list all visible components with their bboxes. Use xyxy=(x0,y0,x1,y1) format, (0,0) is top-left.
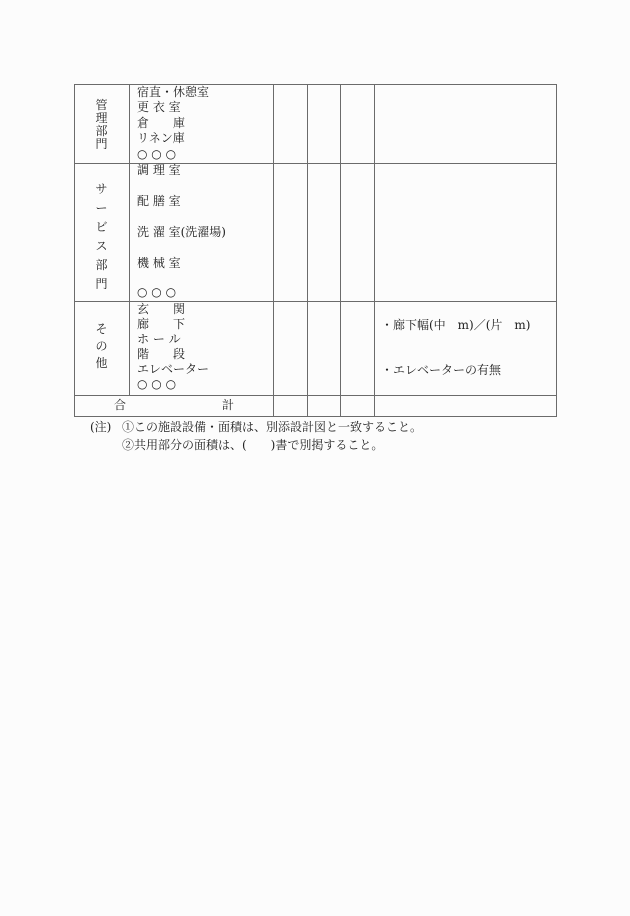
table-border-bottom xyxy=(74,416,557,417)
column-divider xyxy=(307,84,308,417)
room-name: リネン庫 xyxy=(137,131,185,145)
room-name: 宿直・休憩室 xyxy=(137,85,210,99)
category-label-management: 管 理 部 門 xyxy=(95,98,108,151)
room-name: 廊 下 xyxy=(137,317,186,331)
column-divider xyxy=(129,84,130,395)
room-name: ホ ー ル xyxy=(137,332,181,346)
remark-elevator: ・エレベーターの有無 xyxy=(381,363,502,377)
room-name: 機 械 室 xyxy=(137,256,181,270)
room-name-placeholder: ○ ○ ○ xyxy=(137,147,177,161)
room-name: 配 膳 室 xyxy=(137,194,181,208)
category-label-service: サ ー ビ ス 部 門 xyxy=(95,182,108,291)
total-label-right: 計 xyxy=(222,398,235,412)
column-divider xyxy=(273,84,274,417)
note-item: ①この施設設備・面積は、別添設計図と一致すること。 xyxy=(122,420,423,434)
room-name: 調 理 室 xyxy=(137,163,181,177)
note-item: ②共用部分の面積は、( )書で別掲すること。 xyxy=(122,438,384,452)
room-name: 階 段 xyxy=(137,347,186,361)
room-name-placeholder: ○ ○ ○ xyxy=(137,377,177,391)
room-name: 倉 庫 xyxy=(137,116,186,130)
category-label-other: そ の 他 xyxy=(95,322,108,370)
room-name: 玄 関 xyxy=(137,302,186,316)
row-divider xyxy=(74,395,557,396)
total-label-left: 合 xyxy=(114,398,127,412)
remark-corridor-width: ・廊下幅(中 m)／(片 m) xyxy=(381,318,531,332)
column-divider xyxy=(374,84,375,417)
table-border-right xyxy=(556,84,557,417)
room-name-placeholder: ○ ○ ○ xyxy=(137,285,177,299)
room-name: 更 衣 室 xyxy=(137,100,181,114)
room-name: エレベーター xyxy=(137,362,210,376)
room-name: 洗 濯 室(洗濯場) xyxy=(137,225,226,239)
notes-prefix: (注) xyxy=(90,420,112,434)
column-divider xyxy=(340,84,341,417)
